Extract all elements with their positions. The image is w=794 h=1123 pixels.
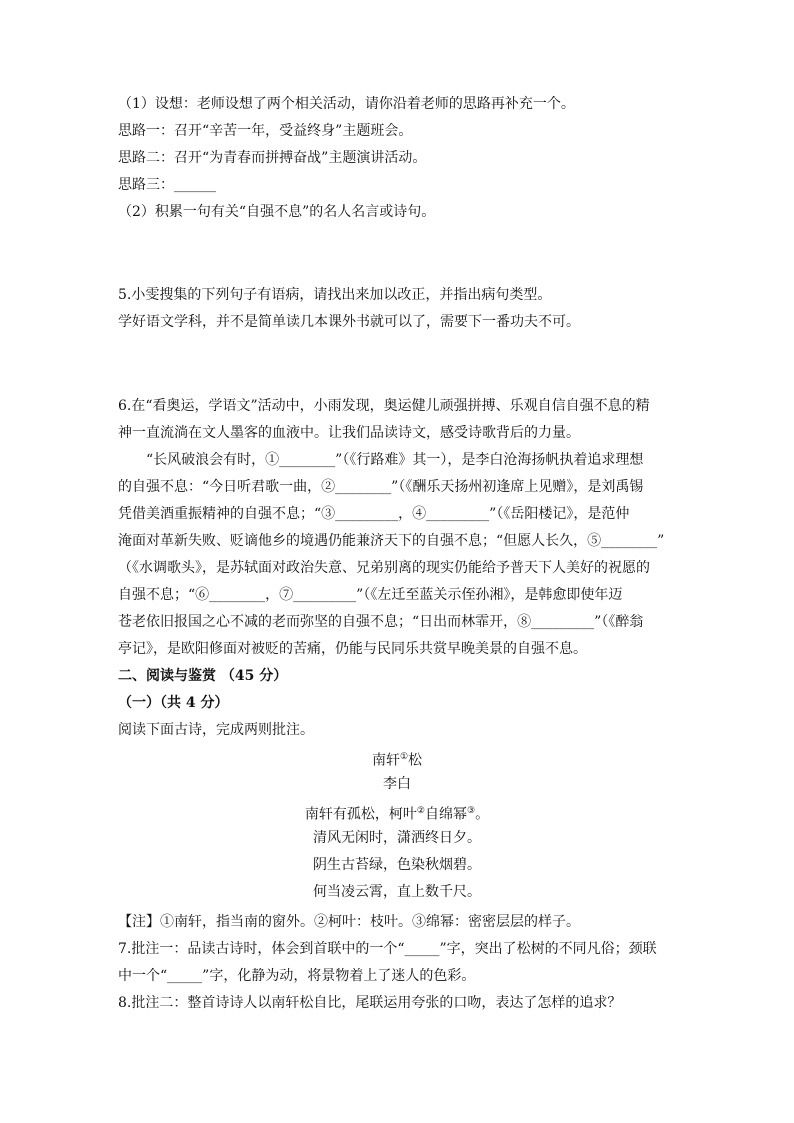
q4-part1-prompt: （1）设想：老师设想了两个相关活动，请你沿着老师的思路再补充一个。 [118, 96, 575, 112]
poem-line-1-text: 南轩有孤松，柯叶 [304, 806, 417, 823]
poem-title [0, 747, 794, 771]
poem-notes: 【注】①南轩，指当南的窗外。②柯叶：枝叶。③绵幂：密密层层的样子。 [118, 914, 580, 930]
poem-line-4: 何当凌云霄，直上数千尺。 [313, 884, 481, 900]
poem-line-2: 清风无闲时，潇洒终日夕。 [313, 830, 481, 846]
q7-line2: 中一个“_____”字，化静为动，将景物着上了迷人的色彩。 [118, 968, 476, 984]
q7-line1: 7.批注一：品读古诗时，体会到首联中的一个“_____”字，突出了松树的不同凡俗；颈联 [118, 941, 657, 957]
q6-intro-line1: 6.在“看奥运，学语文”活动中，小雨发现，奥运健儿顽强拼搏、乐观自信自强不息的精 [118, 398, 650, 414]
poem-line-1 [0, 801, 794, 825]
q6-passage-line6: 自强不息；“⑥________，⑦_________”（《左迁至蓝关示侄孙湘》，是韩愈即使年迈 [118, 587, 623, 603]
poem-title-text: 南轩 [371, 752, 400, 769]
subsection-heading: （一）（共 4 分） [118, 695, 229, 711]
poem-line-1-text-mid: 自绵幂 [425, 806, 467, 823]
footnote-marker: ② [416, 806, 425, 816]
poem-author: 李白 [383, 776, 411, 792]
q4-idea-two: 思路二：召开“为青春而拼搏奋战”主题演讲活动。 [118, 150, 427, 166]
q6-passage-line1: “长风破浪会有时，①________”（《行路难》其一），是李白沧海扬帆执着追求理想 [146, 452, 644, 468]
poem-line-1-text-end: 。 [475, 806, 490, 823]
q8-prompt: 8.批注二：整首诗诗人以南轩松自比，尾联运用夸张的口吻，表达了怎样的追求？ [118, 995, 622, 1011]
q6-passage-line4: 淹面对革新失败、贬谪他乡的境遇仍能兼济天下的自强不息；“但愿人长久，⑤________” [118, 533, 665, 549]
q6-intro-line2: 神一直流淌在文人墨客的血液中。让我们品读诗文，感受诗歌背后的力量。 [118, 425, 580, 441]
q6-passage-line8: 亭记》，是欧阳修面对被贬的苦痛，仍能与民同乐共赏早晚美景的自强不息。 [118, 641, 587, 657]
q4-idea-three: 思路三：______ [118, 177, 216, 193]
q6-passage-line5: （《水调歌头》，是苏轼面对政治失意、兄弟别离的现实仍能给予普天下人美好的祝愿的 [118, 560, 650, 576]
section-heading: 二、阅读与鉴赏 （45 分） [118, 668, 288, 684]
q5-prompt: 5.小雯搜集的下列句子有语病，请找出来加以改正，并指出病句类型。 [118, 287, 552, 303]
poem-instruction: 阅读下面古诗，完成两则批注。 [118, 722, 314, 738]
q6-passage-line3: 凭借美酒重振精神的自强不息；“③_________，④_________”（《岳阳楼记》，是范仲 [118, 506, 630, 522]
footnote-marker: ③ [467, 806, 476, 816]
q6-passage-line2: 的自强不息：“今日听君歌一曲，②________”（《酬乐天扬州初逢席上见赠》，是刘禹锡 [118, 479, 644, 495]
footnote-marker: ① [399, 752, 409, 762]
poem-line-3: 阴生古苔绿，色染秋烟碧。 [313, 857, 481, 873]
q6-passage-line7: 苍老依旧报国之心不减的老而弥坚的自强不息；“日出而林霏开，⑧_________”（《醉翁 [118, 614, 644, 630]
q5-sentence: 学好语文学科，并不是简单读几本课外书就可以了，需要下一番功夫不可。 [118, 314, 580, 330]
q4-part2-prompt: （2）积累一句有关“自强不息”的名人名言或诗句。 [118, 204, 436, 220]
q4-idea-one: 思路一：召开“辛苦一年，受益终身”主题班会。 [118, 123, 413, 139]
poem-title-text-end: 松 [408, 752, 423, 769]
